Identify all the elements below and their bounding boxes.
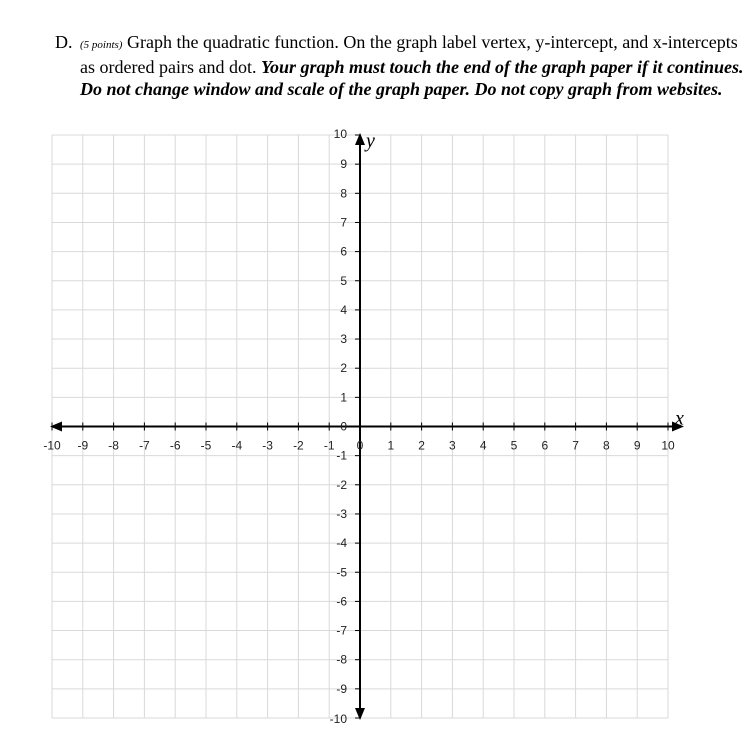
x-tick-label: -5 bbox=[200, 438, 212, 453]
x-tick-label: 6 bbox=[541, 438, 549, 453]
x-tick-label: 1 bbox=[387, 438, 395, 453]
y-tick-label: -3 bbox=[336, 506, 347, 521]
x-tick-label: -3 bbox=[262, 438, 273, 453]
y-tick-label: 10 bbox=[333, 127, 347, 141]
y-tick-label: 4 bbox=[340, 302, 347, 317]
y-tick-label: 6 bbox=[340, 244, 347, 259]
x-tick-label: -10 bbox=[43, 438, 61, 453]
y-tick-label: -10 bbox=[329, 712, 347, 726]
question-instruction: Graph the quadratic function. On the graph label vertex, y-intercept, and x-intercepts as ordered pairs and dot. bbox=[80, 32, 738, 77]
y-tick-label: 9 bbox=[340, 157, 347, 172]
x-tick-label: 4 bbox=[479, 438, 487, 453]
x-tick-label: -9 bbox=[77, 438, 89, 453]
y-tick-label: -9 bbox=[336, 681, 347, 696]
y-tick-label: -2 bbox=[336, 477, 347, 492]
y-tick-label: 3 bbox=[340, 332, 347, 347]
y-tick-label: 8 bbox=[340, 186, 347, 201]
y-tick-label: -5 bbox=[336, 565, 347, 580]
y-axis-label: y bbox=[366, 130, 375, 152]
x-tick-label: 0 bbox=[356, 438, 364, 453]
y-tick-label: -7 bbox=[336, 623, 347, 638]
y-tick-label: 5 bbox=[340, 273, 347, 288]
x-tick-label: 9 bbox=[633, 438, 641, 453]
y-tick-label: 0 bbox=[340, 419, 347, 434]
x-tick-label: 8 bbox=[603, 438, 610, 453]
y-tick-label: 7 bbox=[340, 215, 347, 230]
x-tick-label: -2 bbox=[293, 438, 304, 453]
y-tick-label: -6 bbox=[336, 594, 347, 609]
y-tick-label: 1 bbox=[340, 390, 347, 405]
y-tick-label: -4 bbox=[336, 536, 347, 551]
x-tick-label: 7 bbox=[572, 438, 579, 453]
x-tick-label: -4 bbox=[231, 438, 243, 453]
x-tick-label: -1 bbox=[323, 438, 335, 453]
x-tick-label: 10 bbox=[661, 438, 675, 453]
y-tick-label: -1 bbox=[336, 448, 347, 463]
x-tick-label: 3 bbox=[449, 438, 456, 453]
x-axis-label: x bbox=[675, 407, 684, 430]
question-emphasis: Your graph must touch the end of the graph paper if it continues. Do not change window and scale of the graph paper. Do not copy graph from websites. bbox=[80, 57, 744, 99]
y-tick-label: -8 bbox=[336, 652, 347, 667]
question-points: (5 points) bbox=[80, 39, 123, 51]
question-label: D. bbox=[55, 32, 73, 52]
x-tick-label: 2 bbox=[418, 438, 425, 453]
x-tick-label: -6 bbox=[169, 438, 181, 453]
x-tick-label: -7 bbox=[139, 438, 150, 453]
x-tick-label: -8 bbox=[108, 438, 119, 453]
y-tick-label: 2 bbox=[340, 361, 347, 376]
x-tick-label: 5 bbox=[510, 438, 518, 453]
